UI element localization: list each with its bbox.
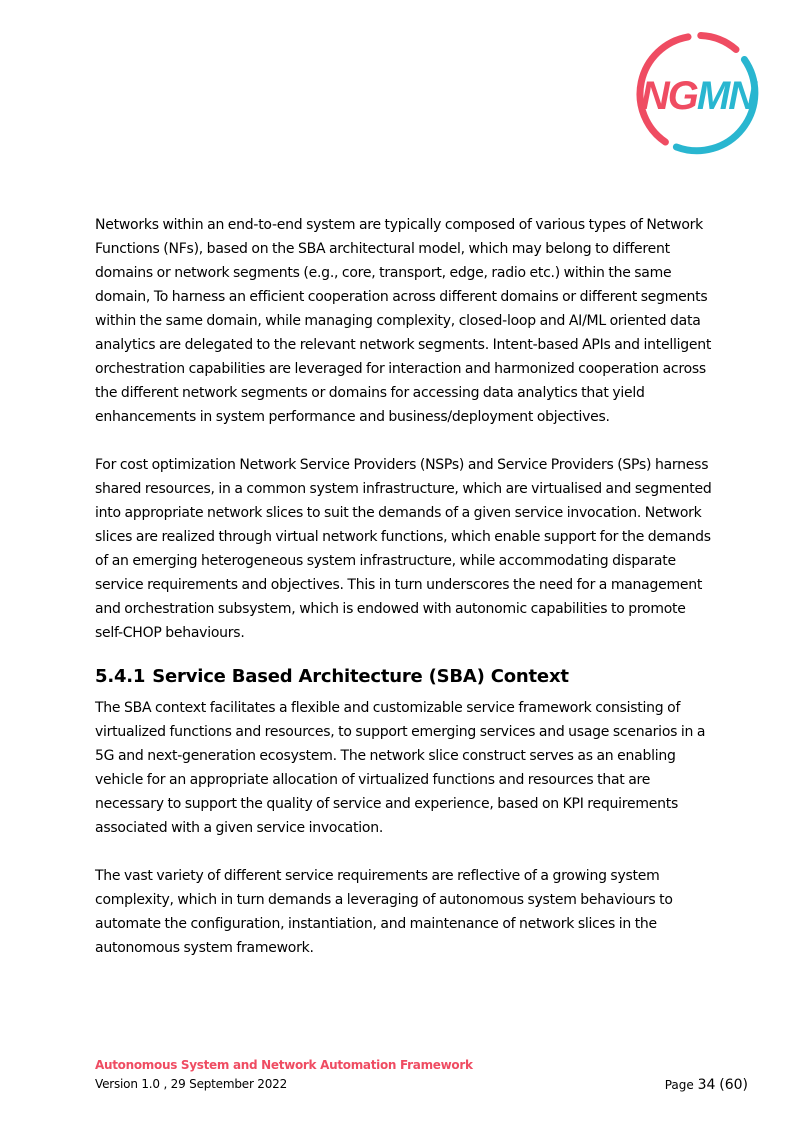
logo-text bbox=[641, 74, 758, 118]
ngmn-logo bbox=[636, 32, 760, 156]
section-number: 5.4.1 bbox=[95, 666, 146, 687]
logo-text-mn: MN bbox=[696, 74, 756, 118]
footer-page-number bbox=[665, 1077, 748, 1093]
section-paragraph: The vast variety of different service requirements are reflective of a growing system complexity, which in turn demands a leveraging of autonomous system behaviours to automate the configuration, instantiation, and maintenance of network slices in the autonomous system framework. bbox=[95, 868, 673, 956]
section-paragraph: The SBA context facilitates a flexible and customizable service framework consisting of virtualized functions and resources, to support emerging services and usage scenarios in a 5G and next-generation ecosystem. The network slice construct serves as an enabling vehicle for an appropriate allocation of virtualized functions and resources that are necessary to support the quality of service and experience, based on KPI requirements associated with a given service invocation. bbox=[95, 700, 706, 836]
section-title: Service Based Architecture (SBA) Context bbox=[152, 666, 569, 687]
section-heading bbox=[95, 664, 715, 690]
page-current: 34 bbox=[697, 1077, 716, 1093]
page-total: (60) bbox=[719, 1077, 748, 1093]
document-body bbox=[95, 213, 715, 960]
page-label: Page bbox=[664, 1078, 694, 1092]
body-paragraph: For cost optimization Network Service Providers (NSPs) and Service Providers (SPs) harness shared resources, in a common system infrastructure, which are virtualised and segmented into appropriate network slices to suit the demands of a given service invocation. Network slices are realized through virtual network functions, which enable support for the demands of an emerging heterogeneous system infrastructure, while accommodating disparate service requirements and objectives. This in turn underscores the need for a management and orchestration subsystem, which is endowed with autonomic capabilities to promote self-CHOP behaviours. bbox=[95, 457, 712, 641]
footer-version: Version 1.0 , 29 September 2022 bbox=[95, 1077, 288, 1091]
logo-ring-arc bbox=[701, 36, 736, 50]
logo-text-ng: NG bbox=[640, 74, 697, 118]
body-paragraph: Networks within an end-to-end system are typically composed of various types of Network Functions (NFs), based on the SBA architectural model, which may belong to different domains or network segments (e.g., core, transport, edge, radio etc.) within the same domain, To harness an efficient cooperation across different domains or different segments within the same domain, while managing complexity, closed-loop and AI/ML oriented data analytics are delegated to the relevant network segments. Intent-based APIs and intelligent orchestration capabilities are leveraged for interaction and harmonized cooperation across the different network segments or domains for accessing data analytics that yield enhancements in system performance and business/deployment objectives. bbox=[95, 217, 712, 425]
footer-document-title: Autonomous System and Network Automation Framework bbox=[95, 1058, 473, 1072]
